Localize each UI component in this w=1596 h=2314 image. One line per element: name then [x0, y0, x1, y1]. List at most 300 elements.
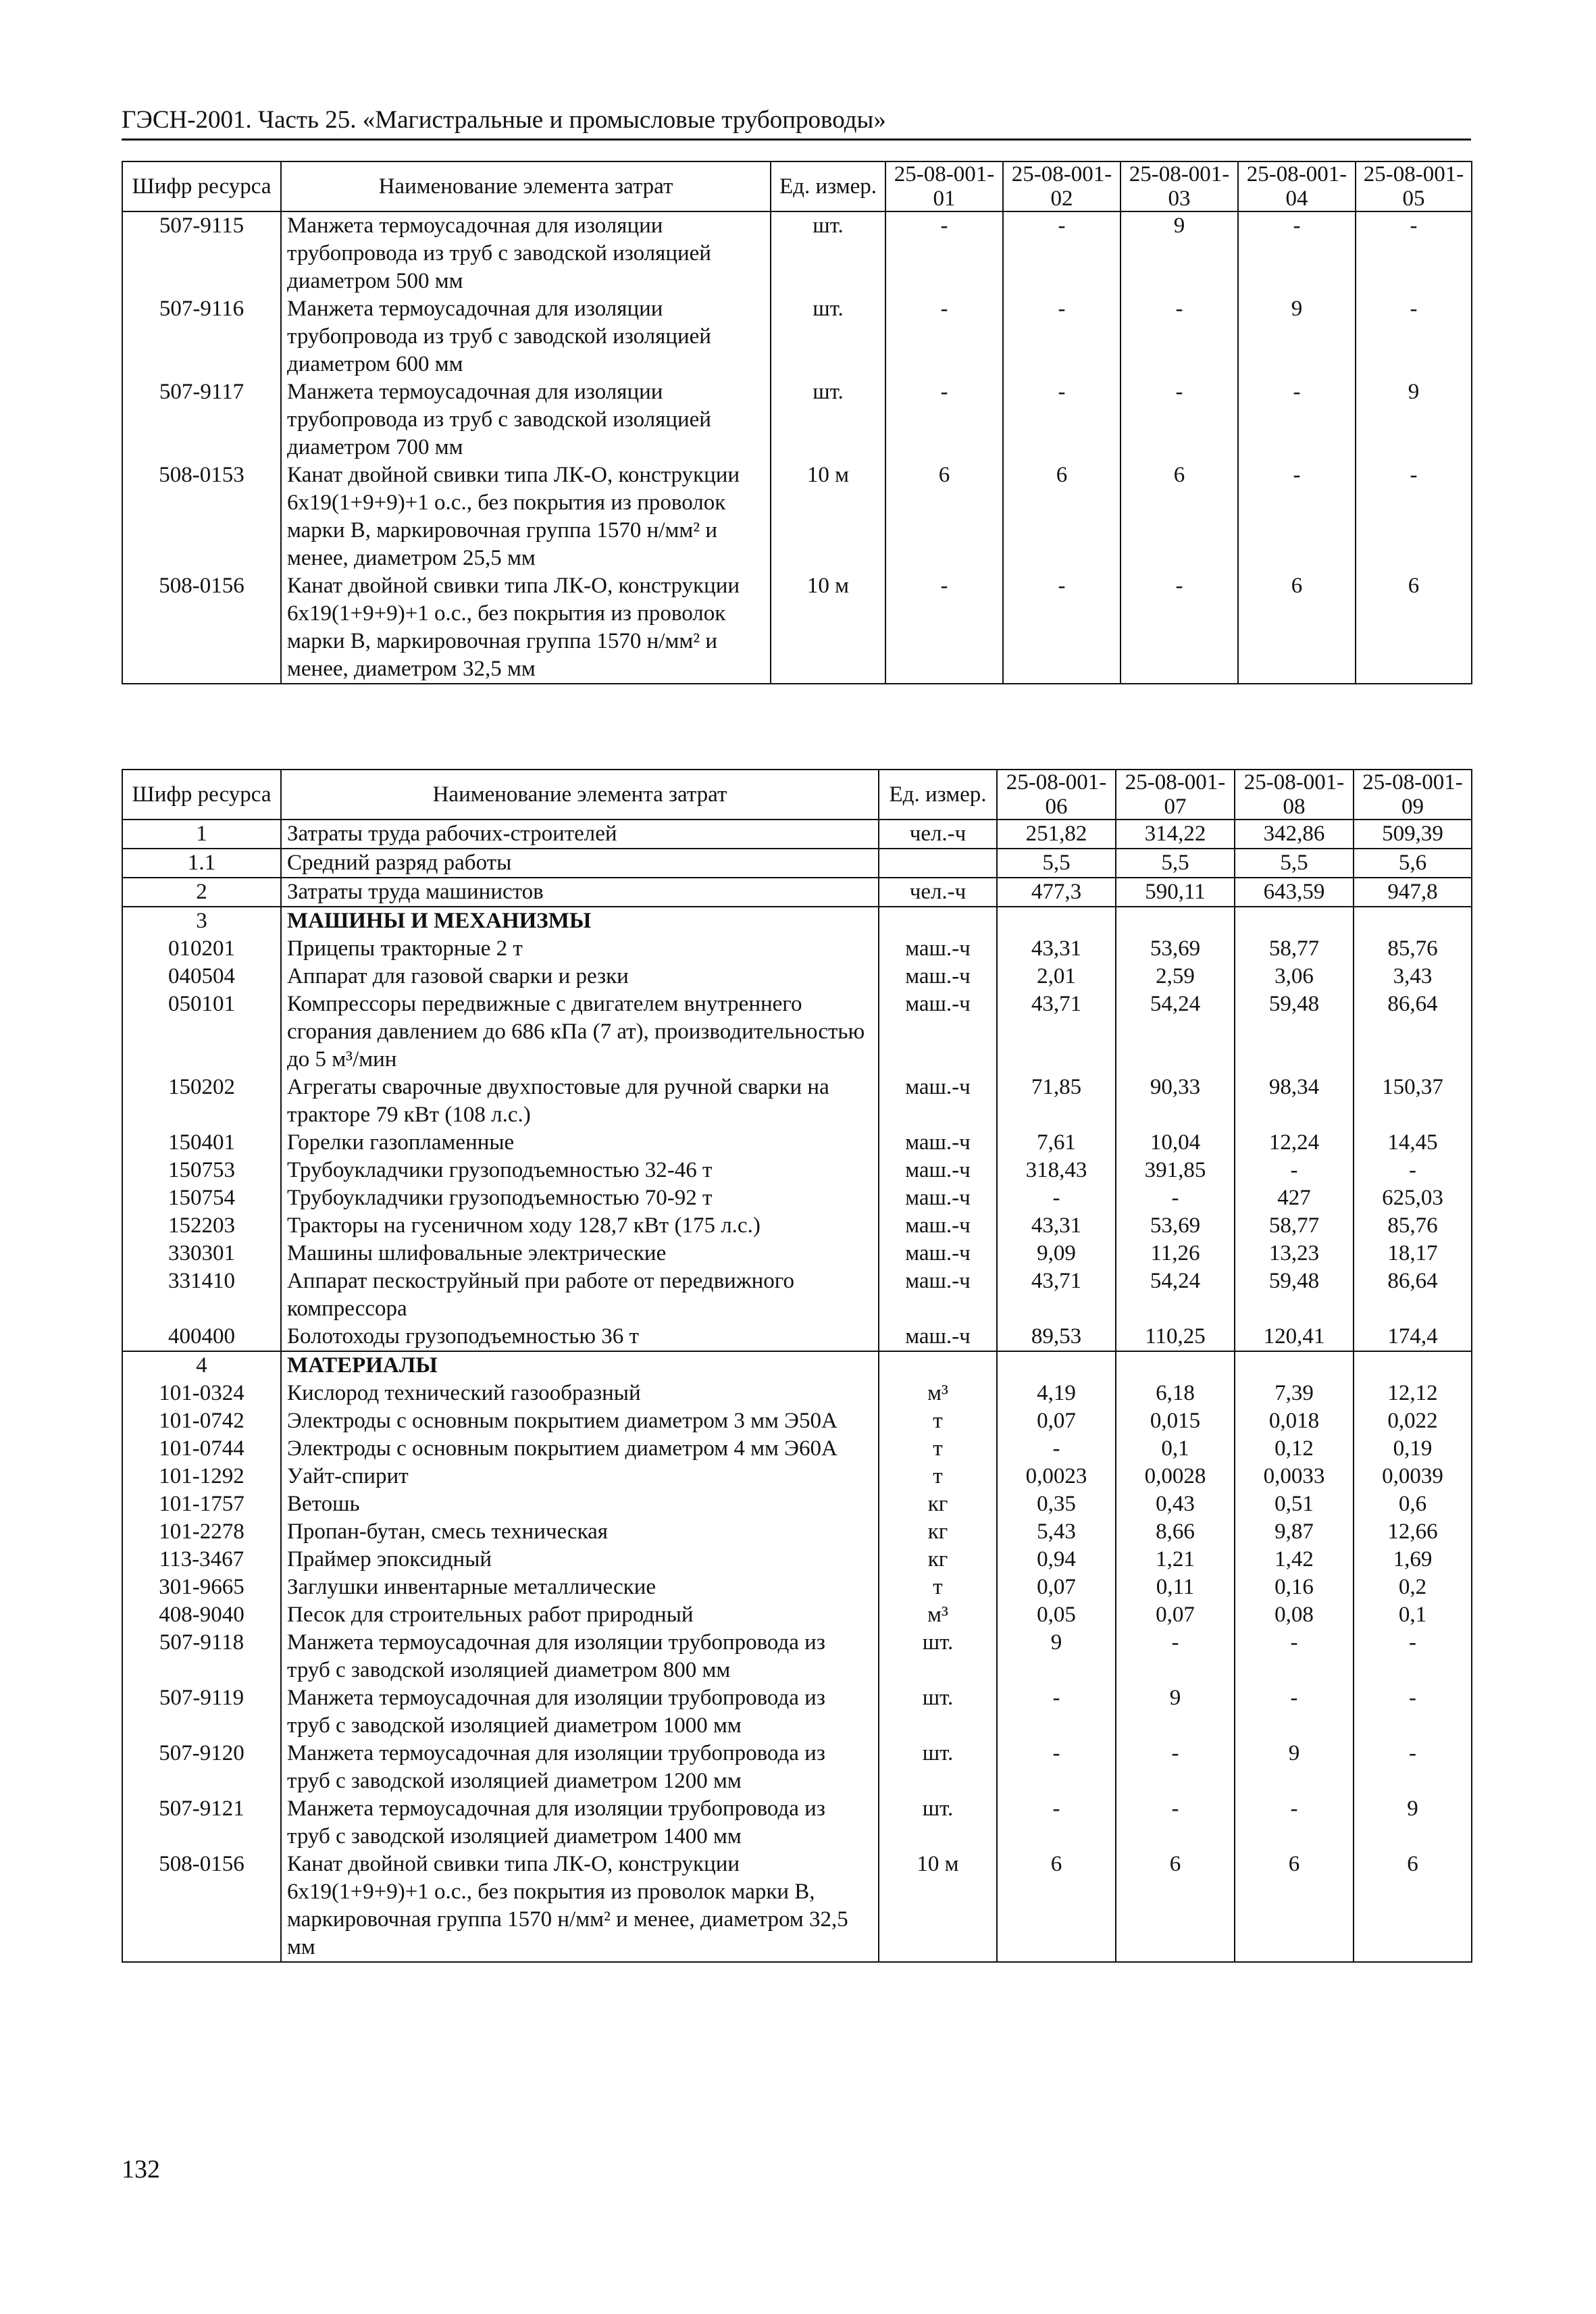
value-cell: - [1116, 1184, 1235, 1212]
value-cell: 0,19 [1354, 1435, 1472, 1463]
value-cell: - [1354, 1157, 1472, 1184]
table-row [122, 1740, 1472, 1795]
resource-name-cell: Праймер эпоксидный [281, 1546, 879, 1574]
table-row [122, 1240, 1472, 1267]
table-row [122, 1267, 1472, 1323]
resource-name-cell: Ветошь [281, 1490, 879, 1518]
value-cell: - [1235, 1684, 1354, 1740]
resource-table-2 [122, 769, 1472, 1963]
value-cell: 0,07 [1116, 1601, 1235, 1629]
value-cell: 86,64 [1354, 990, 1472, 1074]
resource-name-cell: Агрегаты сварочные двухпостовые для ручной сварки на тракторе 79 кВт (108 л.с.) [281, 1074, 879, 1129]
table-row [122, 907, 1472, 935]
resource-code-cell: 507-9121 [122, 1795, 281, 1851]
value-cell: 54,24 [1116, 1267, 1235, 1323]
resource-code-cell: 1 [122, 820, 281, 849]
value-cell: 59,48 [1235, 990, 1354, 1074]
value-cell: 0,16 [1235, 1574, 1354, 1601]
column-header: 25-08-001-04 [1238, 161, 1356, 211]
value-cell: - [1356, 295, 1472, 378]
value-cell: - [1235, 1629, 1354, 1684]
value-cell: 18,17 [1354, 1240, 1472, 1267]
unit-cell: маш.-ч [879, 1323, 997, 1351]
unit-cell: чел.-ч [879, 878, 997, 907]
resource-name-cell: Болотоходы грузоподъемностью 36 т [281, 1323, 879, 1351]
value-cell [1116, 1351, 1235, 1380]
value-cell: 0,2 [1354, 1574, 1472, 1601]
unit-cell: маш.-ч [879, 1240, 997, 1267]
column-header: 25-08-001-02 [1003, 161, 1121, 211]
value-cell: 6 [1356, 572, 1472, 684]
value-cell: 43,31 [997, 1212, 1116, 1240]
resource-code-cell: 507-9118 [122, 1629, 281, 1684]
value-cell: 477,3 [997, 878, 1116, 907]
value-cell: - [885, 211, 1003, 295]
value-cell: 71,85 [997, 1074, 1116, 1129]
value-cell: - [1003, 211, 1121, 295]
value-cell: 5,43 [997, 1518, 1116, 1546]
value-cell: 12,66 [1354, 1518, 1472, 1546]
resource-name-cell: Электроды с основным покрытием диаметром 3 мм Э50А [281, 1407, 879, 1435]
resource-code-cell: 507-9116 [122, 295, 281, 378]
value-cell: 251,82 [997, 820, 1116, 849]
unit-cell: шт. [771, 378, 885, 461]
table-row [122, 1795, 1472, 1851]
table-row [122, 878, 1472, 907]
resource-name-cell: Трубоукладчики грузоподъемностью 32-46 т [281, 1157, 879, 1184]
value-cell: - [1003, 295, 1121, 378]
resource-name-cell: Тракторы на гусеничном ходу 128,7 кВт (175 л.с.) [281, 1212, 879, 1240]
value-cell: 5,6 [1354, 849, 1472, 878]
resource-code-cell: 101-1757 [122, 1490, 281, 1518]
unit-cell: маш.-ч [879, 1184, 997, 1212]
unit-cell: кг [879, 1518, 997, 1546]
resource-name-cell: Манжета термоусадочная для изоляции трубопровода из труб с заводской изоляцией диаметром 800 мм [281, 1629, 879, 1684]
column-header: Ед. измер. [879, 770, 997, 820]
value-cell: 9,09 [997, 1240, 1116, 1267]
value-cell: 0,07 [997, 1407, 1116, 1435]
value-cell: 6 [1235, 1851, 1354, 1962]
resource-name-cell: Трубоукладчики грузоподъемностью 70-92 т [281, 1184, 879, 1212]
unit-cell [879, 907, 997, 935]
resource-name-cell: Заглушки инвентарные металлические [281, 1574, 879, 1601]
value-cell: 7,61 [997, 1129, 1116, 1157]
value-cell: 9,87 [1235, 1518, 1354, 1546]
unit-cell: маш.-ч [879, 935, 997, 963]
value-cell: 0,0028 [1116, 1463, 1235, 1490]
unit-cell: т [879, 1463, 997, 1490]
value-cell: - [1356, 461, 1472, 572]
column-header: 25-08-001-09 [1354, 770, 1472, 820]
value-cell: 0,1 [1116, 1435, 1235, 1463]
page-number: 132 [122, 2155, 160, 2184]
table-row [122, 211, 1472, 295]
resource-name-cell: Электроды с основным покрытием диаметром 4 мм Э60А [281, 1435, 879, 1463]
resource-code-cell: 507-9115 [122, 211, 281, 295]
resource-code-cell: 330301 [122, 1240, 281, 1267]
value-cell: - [997, 1795, 1116, 1851]
table-row [122, 1601, 1472, 1629]
resource-code-cell: 101-0742 [122, 1407, 281, 1435]
value-cell: 5,5 [997, 849, 1116, 878]
value-cell: 0,08 [1235, 1601, 1354, 1629]
value-cell: 14,45 [1354, 1129, 1472, 1157]
value-cell: 590,11 [1116, 878, 1235, 907]
resource-code-cell: 1.1 [122, 849, 281, 878]
unit-cell: 10 м [771, 572, 885, 684]
column-header: 25-08-001-07 [1116, 770, 1235, 820]
value-cell: 9 [1354, 1795, 1472, 1851]
column-header: Шифр ресурса [122, 161, 281, 211]
value-cell: - [885, 572, 1003, 684]
unit-cell: кг [879, 1546, 997, 1574]
value-cell: 5,5 [1235, 849, 1354, 878]
resource-code-cell: 150202 [122, 1074, 281, 1129]
value-cell: 11,26 [1116, 1240, 1235, 1267]
unit-cell [879, 849, 997, 878]
value-cell: 59,48 [1235, 1267, 1354, 1323]
resource-name-cell: Манжета термоусадочная для изоляции трубопровода из труб с заводской изоляцией диаметром 500 мм [281, 211, 771, 295]
value-cell: 89,53 [997, 1323, 1116, 1351]
resource-code-cell: 101-1292 [122, 1463, 281, 1490]
value-cell: 6 [997, 1851, 1116, 1962]
resource-code-cell: 150401 [122, 1129, 281, 1157]
value-cell: 90,33 [1116, 1074, 1235, 1129]
column-header: 25-08-001-01 [885, 161, 1003, 211]
unit-cell: шт. [771, 211, 885, 295]
unit-cell: 10 м [879, 1851, 997, 1962]
value-cell: - [885, 295, 1003, 378]
unit-cell: шт. [879, 1629, 997, 1684]
resource-code-cell: 508-0156 [122, 572, 281, 684]
resource-name-cell: Средний разряд работы [281, 849, 879, 878]
value-cell: 3,06 [1235, 963, 1354, 990]
resource-name-cell: Пропан-бутан, смесь техническая [281, 1518, 879, 1546]
resource-code-cell: 040504 [122, 963, 281, 990]
resource-name-cell: Машины шлифовальные электрические [281, 1240, 879, 1267]
resource-name-cell: Уайт-спирит [281, 1463, 879, 1490]
column-header: Ед. измер. [771, 161, 885, 211]
value-cell: 0,1 [1354, 1601, 1472, 1629]
value-cell: 12,24 [1235, 1129, 1354, 1157]
value-cell: 2,59 [1116, 963, 1235, 990]
value-cell: 6 [1121, 461, 1238, 572]
table-row [122, 1157, 1472, 1184]
table-row [122, 963, 1472, 990]
value-cell: 150,37 [1354, 1074, 1472, 1129]
resource-code-cell: 331410 [122, 1267, 281, 1323]
value-cell: - [1121, 295, 1238, 378]
resource-code-cell: 2 [122, 878, 281, 907]
value-cell: - [997, 1435, 1116, 1463]
unit-cell: м³ [879, 1601, 997, 1629]
value-cell: 86,64 [1354, 1267, 1472, 1323]
table-row [122, 935, 1472, 963]
value-cell: 625,03 [1354, 1184, 1472, 1212]
value-cell: - [997, 1740, 1116, 1795]
unit-cell: маш.-ч [879, 1267, 997, 1323]
value-cell: 85,76 [1354, 1212, 1472, 1240]
resource-code-cell: 301-9665 [122, 1574, 281, 1601]
value-cell: - [1354, 1629, 1472, 1684]
table-row [122, 1074, 1472, 1129]
resource-code-cell: 508-0156 [122, 1851, 281, 1962]
unit-cell: т [879, 1574, 997, 1601]
table-row [122, 1407, 1472, 1435]
resource-code-cell: 508-0153 [122, 461, 281, 572]
value-cell: 0,43 [1116, 1490, 1235, 1518]
unit-cell: маш.-ч [879, 1129, 997, 1157]
value-cell: 6 [1116, 1851, 1235, 1962]
column-header: 25-08-001-06 [997, 770, 1116, 820]
value-cell: 120,41 [1235, 1323, 1354, 1351]
value-cell: 342,86 [1235, 820, 1354, 849]
value-cell: 0,07 [997, 1574, 1116, 1601]
value-cell: 53,69 [1116, 1212, 1235, 1240]
column-header: Шифр ресурса [122, 770, 281, 820]
value-cell: 6 [1003, 461, 1121, 572]
header-divider [122, 139, 1471, 141]
value-cell: 0,05 [997, 1601, 1116, 1629]
value-cell: 0,018 [1235, 1407, 1354, 1435]
resource-code-cell: 101-2278 [122, 1518, 281, 1546]
value-cell: - [1003, 572, 1121, 684]
value-cell: - [1356, 211, 1472, 295]
value-cell: - [1354, 1684, 1472, 1740]
table-row [122, 1435, 1472, 1463]
value-cell: 6 [1354, 1851, 1472, 1962]
unit-cell: 10 м [771, 461, 885, 572]
value-cell: - [1116, 1629, 1235, 1684]
resource-code-cell: 507-9120 [122, 1740, 281, 1795]
resource-name-cell: Аппарат пескоструйный при работе от передвижного компрессора [281, 1267, 879, 1323]
resource-name-cell: МАШИНЫ И МЕХАНИЗМЫ [281, 907, 879, 935]
value-cell [1235, 907, 1354, 935]
unit-cell: шт. [771, 295, 885, 378]
value-cell: - [1238, 461, 1356, 572]
unit-cell: шт. [879, 1795, 997, 1851]
value-cell: 4,19 [997, 1380, 1116, 1407]
resource-code-cell: 507-9117 [122, 378, 281, 461]
value-cell: - [1003, 378, 1121, 461]
value-cell: - [1116, 1740, 1235, 1795]
unit-cell: кг [879, 1490, 997, 1518]
value-cell: - [1354, 1740, 1472, 1795]
value-cell: 643,59 [1235, 878, 1354, 907]
value-cell: 947,8 [1354, 878, 1472, 907]
value-cell: 174,4 [1354, 1323, 1472, 1351]
unit-cell: маш.-ч [879, 1074, 997, 1129]
value-cell: 0,015 [1116, 1407, 1235, 1435]
table-row [122, 572, 1472, 684]
value-cell: - [1235, 1157, 1354, 1184]
value-cell: 9 [1238, 295, 1356, 378]
value-cell [997, 907, 1116, 935]
resource-name-cell: Канат двойной свивки типа ЛК-О, конструкции 6х19(1+9+9)+1 о.с., без покрытия из проволок марки В, маркировочная группа 1570 н/мм² и менее, диаметром 25,5 мм [281, 461, 771, 572]
resource-name-cell: Манжета термоусадочная для изоляции трубопровода из труб с заводской изоляцией диаметром 1400 мм [281, 1795, 879, 1851]
resource-name-cell: МАТЕРИАЛЫ [281, 1351, 879, 1380]
value-cell: 3,43 [1354, 963, 1472, 990]
unit-cell: маш.-ч [879, 990, 997, 1074]
value-cell [1235, 1351, 1354, 1380]
table-header-row [122, 770, 1472, 820]
table-row [122, 1851, 1472, 1962]
column-header: Наименование элемента затрат [281, 770, 879, 820]
value-cell: - [1116, 1795, 1235, 1851]
value-cell: 0,0039 [1354, 1463, 1472, 1490]
value-cell: 0,6 [1354, 1490, 1472, 1518]
resource-name-cell: Манжета термоусадочная для изоляции трубопровода из труб с заводской изоляцией диаметром 600 мм [281, 295, 771, 378]
value-cell: 12,12 [1354, 1380, 1472, 1407]
column-header: 25-08-001-08 [1235, 770, 1354, 820]
table-row [122, 1518, 1472, 1546]
value-cell: 54,24 [1116, 990, 1235, 1074]
table-row [122, 849, 1472, 878]
table-row [122, 1380, 1472, 1407]
value-cell: 6 [885, 461, 1003, 572]
table-row [122, 1684, 1472, 1740]
value-cell: 43,31 [997, 935, 1116, 963]
value-cell: 85,76 [1354, 935, 1472, 963]
resource-code-cell: 408-9040 [122, 1601, 281, 1629]
value-cell: 0,51 [1235, 1490, 1354, 1518]
unit-cell: т [879, 1407, 997, 1435]
column-header: Наименование элемента затрат [281, 161, 771, 211]
resource-name-cell: Манжета термоусадочная для изоляции трубопровода из труб с заводской изоляцией диаметром 1000 мм [281, 1684, 879, 1740]
value-cell: 6 [1238, 572, 1356, 684]
value-cell: 9 [1235, 1740, 1354, 1795]
resource-code-cell: 507-9119 [122, 1684, 281, 1740]
resource-name-cell: Компрессоры передвижные с двигателем внутреннего сгорания давлением до 686 кПа (7 ат), производительностью до 5 м³/мин [281, 990, 879, 1074]
resource-code-cell: 4 [122, 1351, 281, 1380]
table-row [122, 1574, 1472, 1601]
value-cell: 0,12 [1235, 1435, 1354, 1463]
value-cell: 1,42 [1235, 1546, 1354, 1574]
value-cell: - [1238, 211, 1356, 295]
resource-code-cell: 010201 [122, 935, 281, 963]
value-cell: 0,0023 [997, 1463, 1116, 1490]
table-row [122, 1490, 1472, 1518]
value-cell: 13,23 [1235, 1240, 1354, 1267]
resource-name-cell: Горелки газопламенные [281, 1129, 879, 1157]
resource-name-cell: Песок для строительных работ природный [281, 1601, 879, 1629]
value-cell: - [997, 1184, 1116, 1212]
table-row [122, 295, 1472, 378]
value-cell: 509,39 [1354, 820, 1472, 849]
resource-name-cell: Прицепы тракторные 2 т [281, 935, 879, 963]
value-cell [1116, 907, 1235, 935]
value-cell: 5,5 [1116, 849, 1235, 878]
resource-name-cell: Манжета термоусадочная для изоляции трубопровода из труб с заводской изоляцией диаметром 1200 мм [281, 1740, 879, 1795]
value-cell: 9 [997, 1629, 1116, 1684]
value-cell: 427 [1235, 1184, 1354, 1212]
table-row [122, 1212, 1472, 1240]
resource-name-cell: Кислород технический газообразный [281, 1380, 879, 1407]
value-cell: - [885, 378, 1003, 461]
resource-code-cell: 400400 [122, 1323, 281, 1351]
resource-code-cell: 150754 [122, 1184, 281, 1212]
value-cell: 2,01 [997, 963, 1116, 990]
value-cell: 53,69 [1116, 935, 1235, 963]
value-cell: 8,66 [1116, 1518, 1235, 1546]
value-cell: 0,35 [997, 1490, 1116, 1518]
value-cell: 6,18 [1116, 1380, 1235, 1407]
resource-name-cell: Канат двойной свивки типа ЛК-О, конструкции 6х19(1+9+9)+1 о.с., без покрытия из проволок марки В, маркировочная группа 1570 н/мм² и менее, диаметром 32,5 мм [281, 572, 771, 684]
value-cell: 58,77 [1235, 935, 1354, 963]
table-row [122, 461, 1472, 572]
table-row [122, 1351, 1472, 1380]
value-cell: 98,34 [1235, 1074, 1354, 1129]
resource-code-cell: 152203 [122, 1212, 281, 1240]
value-cell: 9 [1356, 378, 1472, 461]
value-cell: - [1121, 572, 1238, 684]
table-row [122, 1629, 1472, 1684]
value-cell: - [997, 1684, 1116, 1740]
value-cell: 391,85 [1116, 1157, 1235, 1184]
table-row [122, 378, 1472, 461]
unit-cell: маш.-ч [879, 1157, 997, 1184]
table-row [122, 820, 1472, 849]
value-cell: - [1238, 378, 1356, 461]
unit-cell [879, 1351, 997, 1380]
unit-cell: шт. [879, 1684, 997, 1740]
resource-name-cell: Затраты труда рабочих-строителей [281, 820, 879, 849]
table-row [122, 1323, 1472, 1351]
value-cell: - [1121, 378, 1238, 461]
value-cell [997, 1351, 1116, 1380]
resource-name-cell: Канат двойной свивки типа ЛК-О, конструкции 6х19(1+9+9)+1 о.с., без покрытия из проволок марки В, маркировочная группа 1570 н/мм² и менее, диаметром 32,5 мм [281, 1851, 879, 1962]
page-header: ГЭСН-2001. Часть 25. «Магистральные и промысловые трубопроводы» [122, 106, 886, 134]
table-row [122, 1546, 1472, 1574]
value-cell: 0,022 [1354, 1407, 1472, 1435]
unit-cell: м³ [879, 1380, 997, 1407]
resource-table-1 [122, 161, 1472, 684]
value-cell: 9 [1116, 1684, 1235, 1740]
resource-code-cell: 101-0324 [122, 1380, 281, 1407]
unit-cell: шт. [879, 1740, 997, 1795]
value-cell: 9 [1121, 211, 1238, 295]
column-header: 25-08-001-05 [1356, 161, 1472, 211]
resource-code-cell: 101-0744 [122, 1435, 281, 1463]
value-cell: - [1235, 1795, 1354, 1851]
value-cell: 1,69 [1354, 1546, 1472, 1574]
value-cell: 1,21 [1116, 1546, 1235, 1574]
value-cell: 43,71 [997, 990, 1116, 1074]
table-header-row [122, 161, 1472, 211]
resource-name-cell: Манжета термоусадочная для изоляции трубопровода из труб с заводской изоляцией диаметром 700 мм [281, 378, 771, 461]
value-cell: 7,39 [1235, 1380, 1354, 1407]
resource-code-cell: 050101 [122, 990, 281, 1074]
value-cell [1354, 1351, 1472, 1380]
value-cell: 110,25 [1116, 1323, 1235, 1351]
resource-code-cell: 3 [122, 907, 281, 935]
resource-code-cell: 150753 [122, 1157, 281, 1184]
value-cell: 318,43 [997, 1157, 1116, 1184]
value-cell [1354, 907, 1472, 935]
value-cell: 10,04 [1116, 1129, 1235, 1157]
column-header: 25-08-001-03 [1121, 161, 1238, 211]
table-row [122, 1129, 1472, 1157]
value-cell: 43,71 [997, 1267, 1116, 1323]
resource-name-cell: Затраты труда машинистов [281, 878, 879, 907]
unit-cell: маш.-ч [879, 1212, 997, 1240]
resource-code-cell: 113-3467 [122, 1546, 281, 1574]
unit-cell: т [879, 1435, 997, 1463]
unit-cell: чел.-ч [879, 820, 997, 849]
unit-cell: маш.-ч [879, 963, 997, 990]
value-cell: 0,11 [1116, 1574, 1235, 1601]
table-row [122, 1184, 1472, 1212]
